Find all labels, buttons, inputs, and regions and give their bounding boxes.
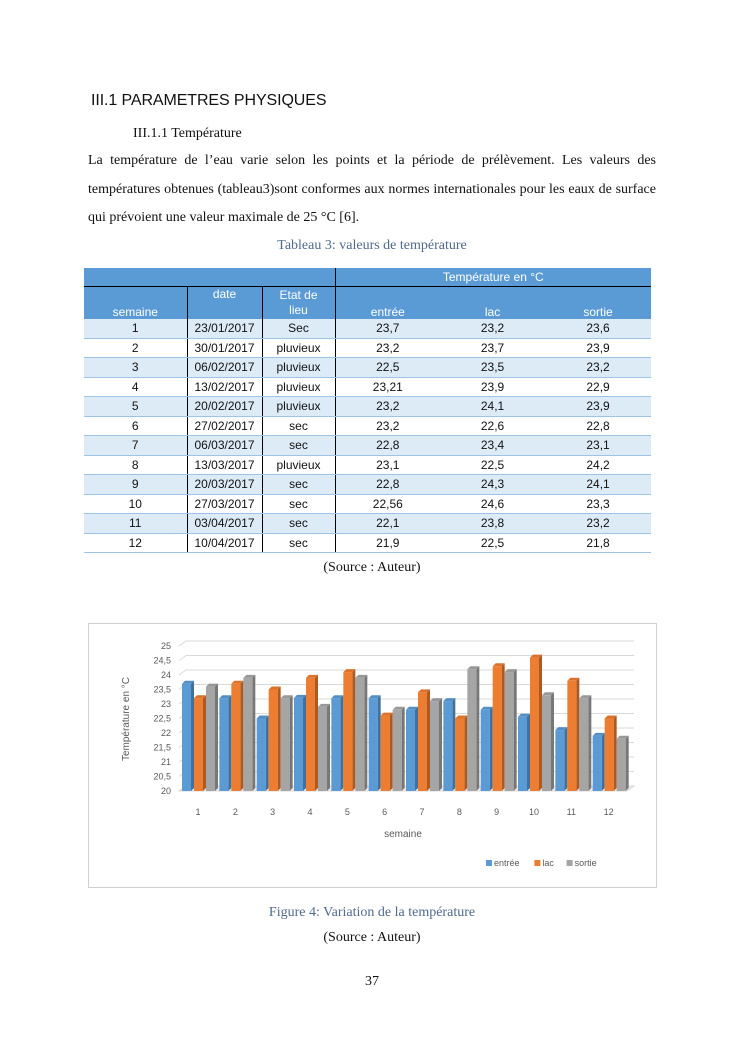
bar-entrée-week-7 <box>406 710 415 791</box>
bar-lac-week-1 <box>194 698 203 791</box>
cell-date: 06/02/2017 <box>187 358 262 378</box>
bar-side <box>551 692 554 791</box>
x-tick-label: 3 <box>270 807 276 817</box>
cell-sortie: 22,9 <box>545 377 651 397</box>
bar-lac-week-8 <box>455 719 464 792</box>
bar-entrée-week-12 <box>593 736 602 791</box>
bar-sortie-week-11 <box>579 698 588 791</box>
figure-source: (Source : Auteur) <box>323 930 421 945</box>
y-tick-label: 20,5 <box>153 771 171 782</box>
bar-lac-week-10 <box>530 658 539 791</box>
bar-lac-week-2 <box>231 684 240 791</box>
header-entree: entrée <box>335 287 440 320</box>
header-etat-line2: lieu <box>289 303 308 317</box>
bar-side <box>614 716 617 792</box>
bar-side <box>303 695 306 791</box>
cell-semaine: 11 <box>84 514 187 534</box>
cell-entree: 23,21 <box>335 377 440 397</box>
bar-entrée-week-9 <box>481 710 490 791</box>
bar-entrée-week-6 <box>369 698 378 791</box>
y-tick-label: 22 <box>160 728 171 738</box>
cell-etat: sec <box>262 436 335 456</box>
bar-side <box>203 695 206 791</box>
cell-semaine: 3 <box>84 358 187 378</box>
bar-side <box>564 727 567 791</box>
bar-side <box>514 669 517 791</box>
header-date: date <box>187 287 262 320</box>
x-tick-label: 4 <box>307 807 313 817</box>
cell-date: 30/01/2017 <box>187 338 262 358</box>
gridline-diagonal <box>179 641 186 646</box>
bar-lac-week-4 <box>306 678 315 791</box>
bar-side <box>626 736 629 791</box>
cell-entree: 22,8 <box>335 436 440 456</box>
table-row <box>84 533 651 553</box>
cell-lac: 23,2 <box>440 319 545 338</box>
bar-entrée-week-10 <box>518 717 527 791</box>
cell-entree: 23,7 <box>335 319 440 338</box>
cell-date: 20/03/2017 <box>187 475 262 495</box>
cell-semaine: 5 <box>84 397 187 417</box>
table-row <box>84 416 651 436</box>
gridline-diagonal <box>179 656 186 661</box>
bar-side <box>378 695 381 791</box>
cell-etat: Sec <box>262 319 335 338</box>
x-axis-title: semaine <box>384 829 422 840</box>
bar-side <box>240 681 243 791</box>
bar-side <box>539 655 542 791</box>
bar-lac-week-12 <box>605 719 614 792</box>
bar-side <box>290 695 293 791</box>
bar-entrée-week-8 <box>443 701 452 791</box>
figure-caption: Figure 4: Variation de la température <box>268 905 476 920</box>
table-group-header: Température en °C <box>335 268 651 287</box>
cell-semaine: 9 <box>84 475 187 495</box>
bar-lac-week-5 <box>343 672 352 791</box>
bar-sortie-week-5 <box>355 678 364 791</box>
table-row <box>84 319 651 338</box>
bar-sortie-week-4 <box>318 707 327 791</box>
temperature-table <box>84 268 651 553</box>
bar-side <box>278 687 281 792</box>
cell-semaine: 12 <box>84 533 187 553</box>
bar-sortie-week-7 <box>430 701 439 791</box>
bar-sortie-week-10 <box>542 695 551 791</box>
table-caption: Tableau 3: valeurs de température <box>277 238 467 253</box>
cell-sortie: 23,2 <box>545 358 651 378</box>
bar-lac-week-3 <box>269 690 278 792</box>
table-row <box>84 475 651 495</box>
bar-sortie-week-2 <box>243 678 252 791</box>
legend-label: lac <box>542 858 554 868</box>
bar-entrée-week-1 <box>182 684 191 791</box>
header-etat-lieu <box>262 287 335 320</box>
bar-sortie-week-8 <box>467 669 476 791</box>
cell-lac: 22,5 <box>440 533 545 553</box>
cell-date: 27/02/2017 <box>187 416 262 436</box>
bar-side <box>390 713 393 791</box>
cell-etat: pluvieux <box>262 358 335 378</box>
bar-side <box>228 695 231 791</box>
cell-semaine: 4 <box>84 377 187 397</box>
y-tick-label: 24,5 <box>153 655 171 666</box>
bar-side <box>427 689 430 791</box>
cell-entree: 22,1 <box>335 514 440 534</box>
legend-swatch-lac <box>534 860 540 866</box>
cell-lac: 23,4 <box>440 436 545 456</box>
cell-lac: 23,5 <box>440 358 545 378</box>
cell-sortie: 23,6 <box>545 319 651 338</box>
cell-etat: pluvieux <box>262 338 335 358</box>
cell-lac: 24,6 <box>440 494 545 514</box>
x-tick-label: 6 <box>382 807 388 817</box>
cell-semaine: 6 <box>84 416 187 436</box>
bar-side <box>602 733 605 791</box>
chart-svg <box>89 624 656 887</box>
bar-side <box>315 675 318 791</box>
bar-side <box>415 707 418 791</box>
bar-side <box>191 681 194 791</box>
bar-side <box>576 678 579 791</box>
bar-entrée-week-11 <box>555 730 564 791</box>
cell-date: 13/02/2017 <box>187 377 262 397</box>
cell-etat: pluvieux <box>262 455 335 475</box>
bar-side <box>476 666 479 791</box>
y-tick-label: 24 <box>160 670 171 680</box>
x-tick-label: 10 <box>528 807 540 817</box>
y-tick-label: 20 <box>160 786 171 796</box>
header-lac: lac <box>440 287 545 320</box>
bar-entrée-week-4 <box>294 698 303 791</box>
table-row <box>84 436 651 456</box>
cell-entree: 22,8 <box>335 475 440 495</box>
bar-side <box>502 663 505 791</box>
y-tick-label: 21,5 <box>153 742 171 753</box>
x-tick-label: 9 <box>494 807 500 817</box>
header-semaine: semaine <box>84 287 187 320</box>
cell-lac: 22,5 <box>440 455 545 475</box>
cell-semaine: 7 <box>84 436 187 456</box>
cell-lac: 22,6 <box>440 416 545 436</box>
bar-side <box>340 695 343 791</box>
body-paragraph: La température de l’eau varie selon les points et la période de prélèvement. Les valeurs des températures obtenues (tableau3)sont conformes aux normes internationales pour les eaux de surface qui prévoient une valeur maximale de 25 °C [6]. <box>88 153 656 225</box>
cell-entree: 23,2 <box>335 416 440 436</box>
cell-date: 03/04/2017 <box>187 514 262 534</box>
cell-date: 27/03/2017 <box>187 494 262 514</box>
bar-sortie-week-1 <box>206 687 215 791</box>
legend-label: entrée <box>494 858 520 868</box>
x-tick-label: 11 <box>566 807 577 817</box>
table-source: (Source : Auteur) <box>323 560 421 575</box>
cell-etat: pluvieux <box>262 377 335 397</box>
section-heading: III.1 PARAMETRES PHYSIQUES <box>91 92 327 109</box>
cell-entree: 23,2 <box>335 338 440 358</box>
bar-side <box>327 704 330 791</box>
cell-lac: 23,8 <box>440 514 545 534</box>
gridline-diagonal <box>179 670 186 675</box>
bar-side <box>452 698 455 791</box>
y-tick-label: 25 <box>160 641 171 651</box>
bar-side <box>352 669 355 791</box>
table-row <box>84 455 651 475</box>
table-row <box>84 358 651 378</box>
bar-lac-week-6 <box>381 716 390 791</box>
bar-sortie-week-9 <box>505 672 514 791</box>
header-sortie: sortie <box>545 287 651 320</box>
legend-swatch-entrée <box>486 860 492 866</box>
cell-entree: 22,56 <box>335 494 440 514</box>
legend-label: sortie <box>574 858 597 868</box>
page-number: 37 <box>365 974 379 989</box>
cell-sortie: 23,3 <box>545 494 651 514</box>
cell-entree: 23,1 <box>335 455 440 475</box>
table-header-empty <box>84 268 335 287</box>
bar-side <box>215 684 218 791</box>
temperature-chart <box>88 623 657 888</box>
cell-date: 10/04/2017 <box>187 533 262 553</box>
table-row <box>84 514 651 534</box>
cell-semaine: 2 <box>84 338 187 358</box>
bar-side <box>464 716 467 792</box>
bar-lac-week-7 <box>418 692 427 791</box>
bar-side <box>252 675 255 791</box>
cell-etat: sec <box>262 475 335 495</box>
cell-lac: 23,9 <box>440 377 545 397</box>
cell-sortie: 23,9 <box>545 338 651 358</box>
cell-lac: 24,1 <box>440 397 545 417</box>
cell-sortie: 21,8 <box>545 533 651 553</box>
cell-sortie: 23,1 <box>545 436 651 456</box>
bar-lac-week-9 <box>493 666 502 791</box>
cell-date: 13/03/2017 <box>187 455 262 475</box>
table-row <box>84 377 651 397</box>
bar-side <box>439 698 442 791</box>
cell-sortie: 24,1 <box>545 475 651 495</box>
bar-entrée-week-3 <box>257 719 266 792</box>
y-tick-label: 23 <box>160 699 171 709</box>
table-row <box>84 494 651 514</box>
cell-semaine: 1 <box>84 319 187 338</box>
y-tick-label: 23,5 <box>153 684 171 695</box>
bar-sortie-week-3 <box>281 698 290 791</box>
x-tick-label: 8 <box>456 807 462 817</box>
header-etat-line1: Etat de <box>279 288 318 302</box>
cell-date: 06/03/2017 <box>187 436 262 456</box>
x-tick-label: 1 <box>195 807 201 817</box>
cell-sortie: 24,2 <box>545 455 651 475</box>
cell-entree: 22,5 <box>335 358 440 378</box>
table-body <box>84 319 651 553</box>
x-tick-label: 12 <box>603 807 614 817</box>
cell-lac: 24,3 <box>440 475 545 495</box>
y-tick-label: 22,5 <box>153 713 171 724</box>
x-tick-label: 7 <box>419 807 425 817</box>
cell-etat: sec <box>262 533 335 553</box>
cell-sortie: 23,2 <box>545 514 651 534</box>
x-tick-label: 2 <box>232 807 238 817</box>
bar-lac-week-11 <box>567 681 576 791</box>
cell-lac: 23,7 <box>440 338 545 358</box>
table-row <box>84 397 651 417</box>
y-axis-title: Température en °C <box>121 676 132 762</box>
cell-semaine: 8 <box>84 455 187 475</box>
bar-side <box>490 707 493 791</box>
bar-entrée-week-2 <box>219 698 228 791</box>
bar-sortie-week-6 <box>393 710 402 791</box>
table-row <box>84 338 651 358</box>
legend-swatch-sortie <box>567 860 573 866</box>
cell-etat: pluvieux <box>262 397 335 417</box>
subsection-heading: III.1.1 Température <box>133 126 242 141</box>
bar-side <box>364 675 367 791</box>
bar-side <box>402 707 405 791</box>
cell-entree: 23,2 <box>335 397 440 417</box>
cell-sortie: 23,9 <box>545 397 651 417</box>
bar-side <box>266 716 269 792</box>
cell-etat: sec <box>262 514 335 534</box>
bar-entrée-week-5 <box>331 698 340 791</box>
y-tick-label: 21 <box>160 757 171 767</box>
cell-sortie: 22,8 <box>545 416 651 436</box>
cell-entree: 21,9 <box>335 533 440 553</box>
cell-date: 23/01/2017 <box>187 319 262 338</box>
cell-date: 20/02/2017 <box>187 397 262 417</box>
cell-semaine: 10 <box>84 494 187 514</box>
bar-sortie-week-12 <box>617 739 626 791</box>
bar-side <box>527 714 530 791</box>
bar-side <box>588 695 591 791</box>
cell-etat: sec <box>262 416 335 436</box>
x-tick-label: 5 <box>344 807 350 817</box>
cell-etat: sec <box>262 494 335 514</box>
